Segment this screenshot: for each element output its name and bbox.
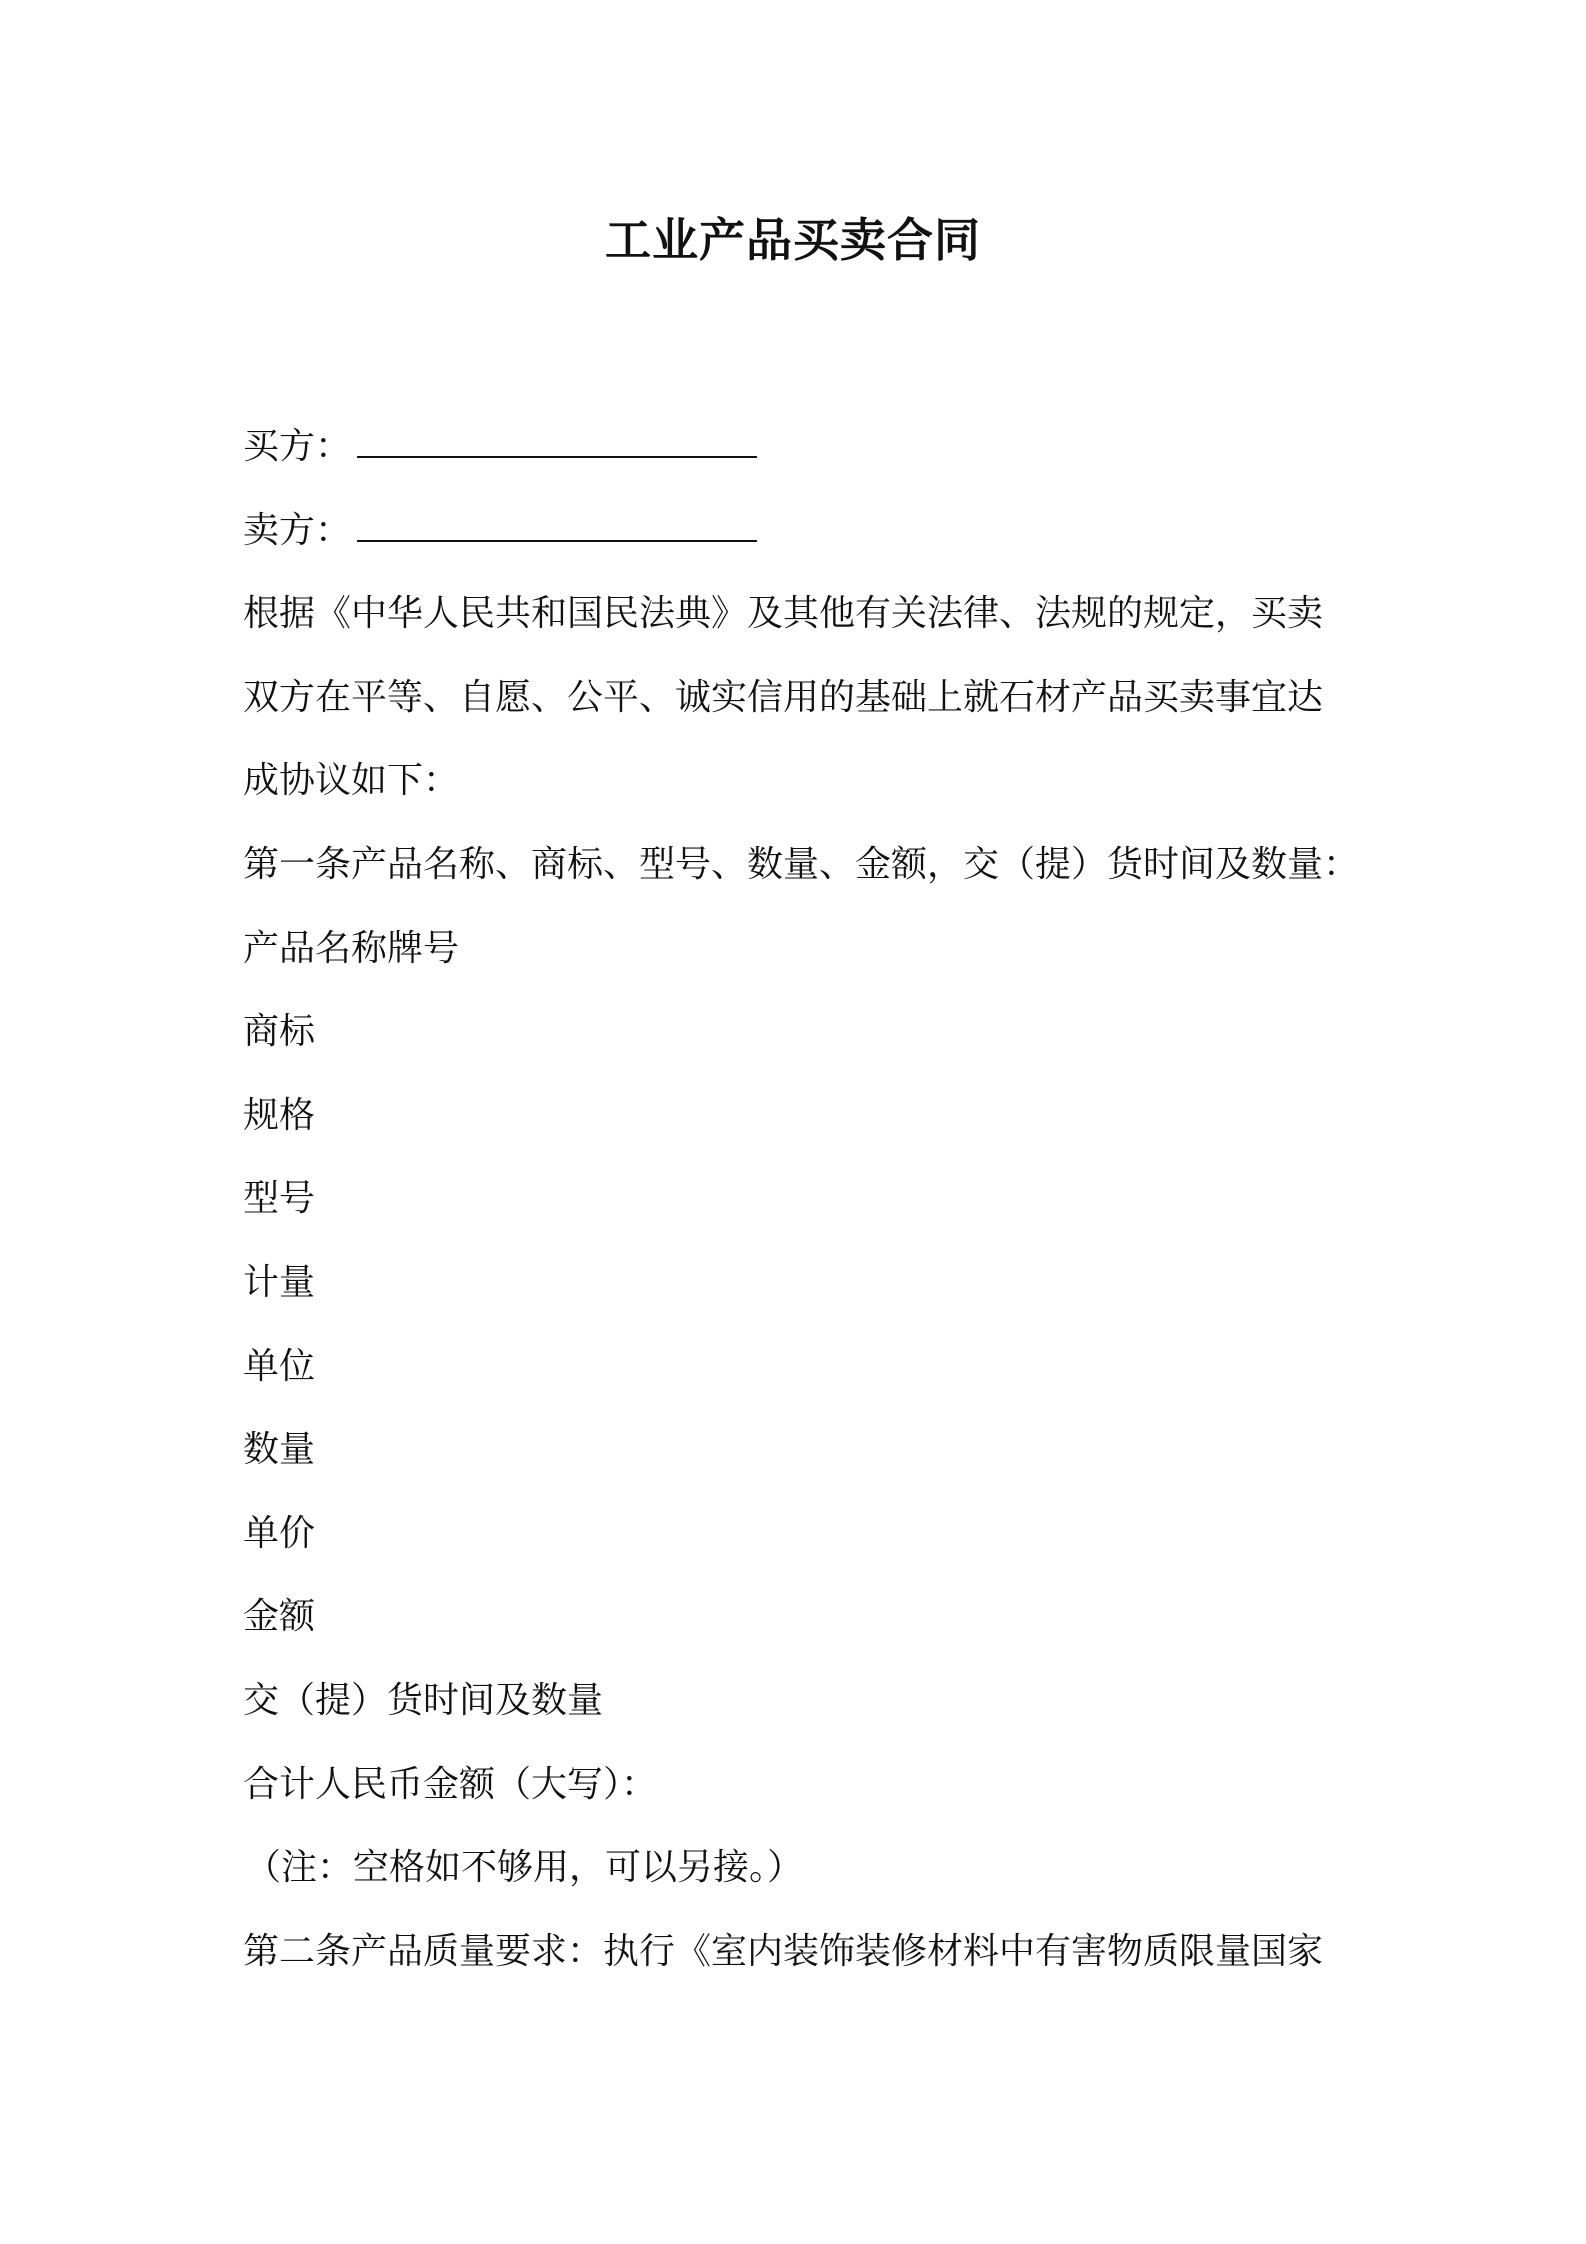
field-product-name: 产品名称牌号: [243, 927, 460, 969]
field-unit-price: 单价: [243, 1512, 316, 1554]
note-line: （注：空格如不够用，可以另接。）: [245, 1847, 804, 1889]
field-quantity: 数量: [243, 1429, 316, 1471]
field-amount: 金额: [243, 1596, 316, 1638]
field-unit: 单位: [243, 1345, 316, 1387]
seller-label: 卖方：: [243, 509, 352, 551]
field-total-rmb: 合计人民币金额（大写）：: [243, 1763, 658, 1805]
buyer-label: 买方：: [243, 426, 352, 467]
intro-line-1: 根据《中华人民共和国民法典》及其他有关法律、法规的规定，买卖: [243, 593, 1324, 635]
buyer-blank: [357, 422, 757, 458]
document-title: 工业产品买卖合同: [605, 213, 981, 267]
seller-line: [243, 489, 1363, 573]
intro-line-2: 双方在平等、自愿、公平、诚实信用的基础上就石材产品买卖事宜达: [243, 676, 1324, 718]
article2-heading: 第二条产品质量要求：执行《室内装饰装修材料中有害物质限量国家: [243, 1930, 1324, 1972]
field-specification: 规格: [243, 1094, 316, 1136]
contract-body: [243, 405, 1363, 1993]
field-delivery-time: 交（提）货时间及数量: [243, 1679, 604, 1721]
field-measurement: 计量: [243, 1261, 316, 1303]
article1-heading: 第一条产品名称、商标、型号、数量、金额，交（提）货时间及数量：: [243, 843, 1360, 885]
field-trademark: 商标: [243, 1011, 316, 1053]
buyer-line: [243, 405, 1363, 489]
field-model: 型号: [243, 1178, 316, 1220]
intro-line-3: 成协议如下：: [243, 760, 460, 802]
seller-blank: [357, 506, 757, 542]
